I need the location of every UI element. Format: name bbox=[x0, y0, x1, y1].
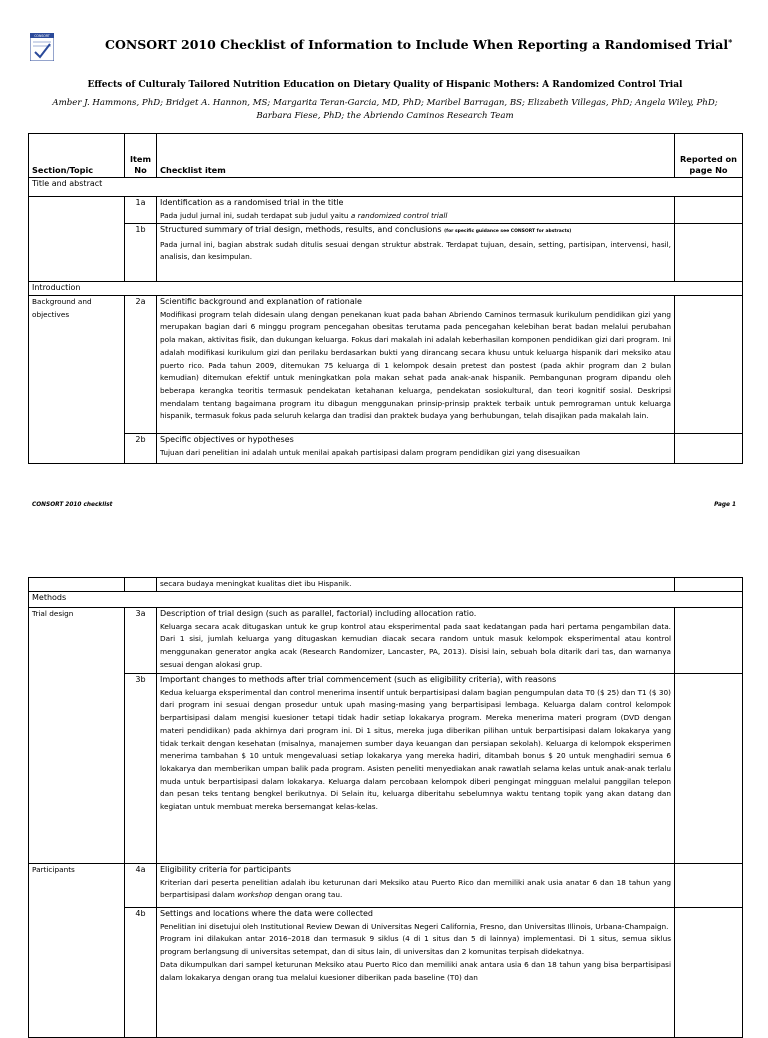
footer-page-number: Page 1 bbox=[714, 502, 736, 508]
checklist-cell bbox=[157, 674, 675, 864]
consort-logo bbox=[30, 33, 54, 61]
answer-text: Data dikumpulkan dari sampel keturunan Meksiko atau Puerto Rico dan memiliki anak antara usia 6 dan 18 tahun yang bisa berpartisipasi dalam lokakarya dengan orang tua melalui kuesioner diberikan pada baseline (T0) dan bbox=[160, 959, 671, 982]
reported-page-cell[interactable] bbox=[675, 864, 743, 908]
table-row bbox=[29, 296, 743, 434]
checklist-cell bbox=[157, 296, 675, 434]
title-footnote-mark: * bbox=[728, 37, 733, 47]
header-reported-page: Reported on page No bbox=[675, 134, 743, 178]
checklist-cell bbox=[157, 608, 675, 674]
section-topic: Trial design bbox=[29, 608, 125, 864]
header-section: Section/Topic bbox=[29, 134, 125, 178]
header-checklist-item: Checklist item bbox=[157, 134, 675, 178]
answer-text: Modifikasi program telah didesain ulang dengan penekanan kuat pada bahan Abriendo Caminos termasuk kurikulum pendidikan gizi yang merupakan bagian dari 6 minggu program pencegahan obesitas terutama pada pencegahan kelebihan berat badan melalui perubahan pola makan, aktivitas fisik, dan dukungan keluarga. Fokus dari makalah ini adalah keberhasilan komponen pendidikan gizi dari program. Ini adalah modifikasi kurikulum gizi dan perilaku berdasarkan bukti yang dirancang secara khusu untuk keluarga hispanik dari meksiko atau puerto rico. Pada tahun 2009, ditemukan 75 keluarga di 1 kelompok desain pretest dan postest (pada akhir program dan 2 bulan kemudian) ditemukan efektif untuk meningkatkan pola makan sehat pada anak-anak hispanik. Pembangunan program dipandu oleh beberapa kerangka teoritis termasuk pendekatan ketahanan keluarga, pendekatan sosiokultural, dan teori kognitif sosial. Deskripsi mendalam tentang bagaimana program itu dibagun menggunakan prinsip-prinsip praktek terbaik untuk pemrograman untuk keluarga hispanik, termasuk fokus pada seluruh kelarga dan tradisi dan praktek budaya yang berhubungan, telah disajikan pada makalah lain. bbox=[160, 309, 671, 421]
section-label: Introduction bbox=[29, 282, 743, 296]
item-number: 2a bbox=[125, 296, 157, 434]
section-row-introduction bbox=[29, 282, 743, 296]
answer-text: Pada judul jurnal ini, sudah terdapat sub judul yaitu a randomized control triall bbox=[160, 210, 448, 220]
reported-page-cell[interactable] bbox=[675, 224, 743, 282]
answer-text: Pada jurnal ini, bagian abstrak sudah ditulis sesuai dengan struktur abstrak. Terdapat tujuan, desain, setting, partisipan, intervensi, hasil, analisis, dan kesimpulan. bbox=[160, 239, 671, 262]
answer-text: secara budaya meningkat kualitas diet ibu Hispanik. bbox=[157, 578, 675, 592]
section-label: Title and abstract bbox=[29, 178, 743, 197]
reported-page-cell[interactable] bbox=[675, 296, 743, 434]
table-row bbox=[29, 578, 743, 592]
checklist-item-text: Specific objectives or hypotheses bbox=[160, 435, 294, 444]
reported-page-cell[interactable] bbox=[675, 434, 743, 464]
checklist-item-text: Structured summary of trial design, methods, results, and conclusions (for specific guidance see CONSORT for abstracts) bbox=[160, 225, 572, 234]
logo-text: CONSORT bbox=[34, 34, 50, 38]
checklist-title: CONSORT 2010 Checklist of Information to Include When Reporting a Randomised Trial* bbox=[105, 37, 733, 52]
reported-page-cell[interactable] bbox=[675, 197, 743, 224]
checklist-cell bbox=[157, 224, 675, 282]
footer-checklist-label: CONSORT 2010 checklist bbox=[32, 502, 113, 508]
checklist-cell bbox=[157, 864, 675, 908]
table-row bbox=[29, 608, 743, 674]
checklist-cell bbox=[157, 434, 675, 464]
checklist-cell bbox=[157, 908, 675, 1038]
section-row-methods bbox=[29, 592, 743, 608]
item-number: 1a bbox=[125, 197, 157, 224]
checklist-item-text: Settings and locations where the data were collected bbox=[160, 909, 373, 918]
answer-text: Penelitian ini disetujui oleh Institutional Review Dewan di Universitas Negeri California, Fresno, dan Universitas Illinois, Urbana-Champaign. bbox=[160, 921, 669, 931]
table-row bbox=[29, 864, 743, 908]
checklist-item-text: Identification as a randomised trial in the title bbox=[160, 198, 344, 207]
checklist-table-page-2 bbox=[28, 577, 743, 1038]
item-number: 3b bbox=[125, 674, 157, 864]
table-row bbox=[29, 224, 743, 282]
author-list: Amber J. Hammons, PhD; Bridget A. Hannon, MS; Margarita Teran-Garcia, MD, PhD; Maribel Barragan, BS; Elizabeth Villegas, PhD; Angela Wiley, PhD; Barbara Fiese, PhD; the Abriendo Caminos Research Team bbox=[52, 98, 718, 121]
checklist-table-page-1 bbox=[28, 133, 743, 464]
answer-text: Kedua keluarga eksperimental dan control menerima insentif untuk berpartisipasi dalam bagian pengumpulan data T0 ($ 25) dan T1 ($ 30) dari program ini sesuai dengan prosedur untuk upah masing-masing yang berpartisipasi lembaga. Keluarga dalam control kelompok berpartisipasi dalam mengisi kuesioner tetapi tidak hadir setiap lokakarya program. Mereka menerima materi program (DVD dengan materi pendidikan) pada akhirnya dari program ini. Di 1 situs, mereka juga diberikan pilihan untuk berpartisipasi dalam lokakarya yang tidak terkait dengan kesehatan (misalnya, manajemen sumber daya keuangan dan persiapan sekolah). Keluarga di kelompok eksperimen menerima tambahan $ 10 untuk mengevaluasi setiap lokakarya yang mereka hadiri, ditambah bonus $ 20 untuk menghadiri semua 6 lokakarya dan memberikan umpan balik pada program. Asisten peneliti menyediakan anak rawatlah selama kelas untuk anak-anak terlalu muda untuk berpartisipasi dalam lokakarya. Keluarga dalam percobaan kelompok diberi pengingat mingguan melalui panggilan telepon dan pesan teks tentang bengkel berikutnya. Di Selain itu, keluarga diberitahu sebelumnya waktu tentang topik yang akan datang dan kegiatan untuk membuat mereka bersemangat kelas-kelas. bbox=[160, 687, 671, 812]
checklist-item-text: Important changes to methods after trial commencement (such as eligibility criteria), with reasons bbox=[160, 675, 557, 684]
table-row bbox=[29, 908, 743, 1038]
reported-page-cell[interactable] bbox=[675, 674, 743, 864]
reported-page-cell[interactable] bbox=[675, 608, 743, 674]
item-number: 2b bbox=[125, 434, 157, 464]
checklist-item-text: Description of trial design (such as parallel, factorial) including allocation ratio. bbox=[160, 609, 477, 618]
table-row bbox=[29, 674, 743, 864]
item-number: 1b bbox=[125, 224, 157, 282]
reported-page-cell[interactable] bbox=[675, 578, 743, 592]
answer-text: Tujuan dari penelitian ini adalah untuk menilai apakah partisipasi dalam program pendidikan gizi yang disesuaikan bbox=[160, 447, 580, 457]
table-row bbox=[29, 197, 743, 224]
answer-text: Program ini dilakukan antar 2016–2018 dan termasuk 9 siklus (4 di 1 situs dan 5 di lainnya) implementasi. Di 1 situs, semua siklus program berlangsung di universitas setempat, dan di situs lain, di universitas dan 2 komunitas terpisah didekatnya. bbox=[160, 934, 671, 957]
checklist-cell bbox=[157, 197, 675, 224]
section-topic: Participants bbox=[29, 864, 125, 1038]
item-number: 4b bbox=[125, 908, 157, 1038]
section-topic: Background and objectives bbox=[29, 296, 125, 464]
section-label: Methods bbox=[29, 592, 743, 608]
item-number: 4a bbox=[125, 864, 157, 908]
answer-text: Kriterian dari peserta penelitian adalah ibu keturunan dari Meksiko atau Puerto Rico dan memiliki anak usia anatar 6 dan 18 tahun yang berpartisipasi dalam workshop dengan orang tau. bbox=[160, 877, 671, 900]
item-number: 3a bbox=[125, 608, 157, 674]
table-row bbox=[29, 434, 743, 464]
checklist-item-text: Eligibility criteria for participants bbox=[160, 865, 292, 874]
section-row-title-abstract bbox=[29, 178, 743, 197]
paper-title: Effects of Culturaly Tailored Nutrition Education on Dietary Quality of Hispanic Mothers: A Randomized Control Trial bbox=[87, 80, 683, 90]
answer-text: Keluarga secara acak ditugaskan untuk ke grup kontrol atau eksperimental pada saat kedatangan pada hari pertama pengambilan data. Dari 1 sisi, jumlah keluarga yang ditugaskan kemudian diacak secara random untuk masuk kelompok eksperimental atau kontrol menggunakan generator angka acak (Research Randomizer, Lancaster, PA, 2013). Disisi lain, sebuah bola ditarik dari tas, dan warnanya sesuai dengan alokasi grup. bbox=[160, 621, 671, 669]
reported-page-cell[interactable] bbox=[675, 908, 743, 1038]
guidance-note: (for specific guidance see CONSORT for abstracts) bbox=[444, 229, 572, 234]
checklist-item-text: Scientific background and explanation of rationale bbox=[160, 297, 362, 306]
table-header-row bbox=[29, 134, 743, 178]
header-item-no: Item No bbox=[125, 134, 157, 178]
